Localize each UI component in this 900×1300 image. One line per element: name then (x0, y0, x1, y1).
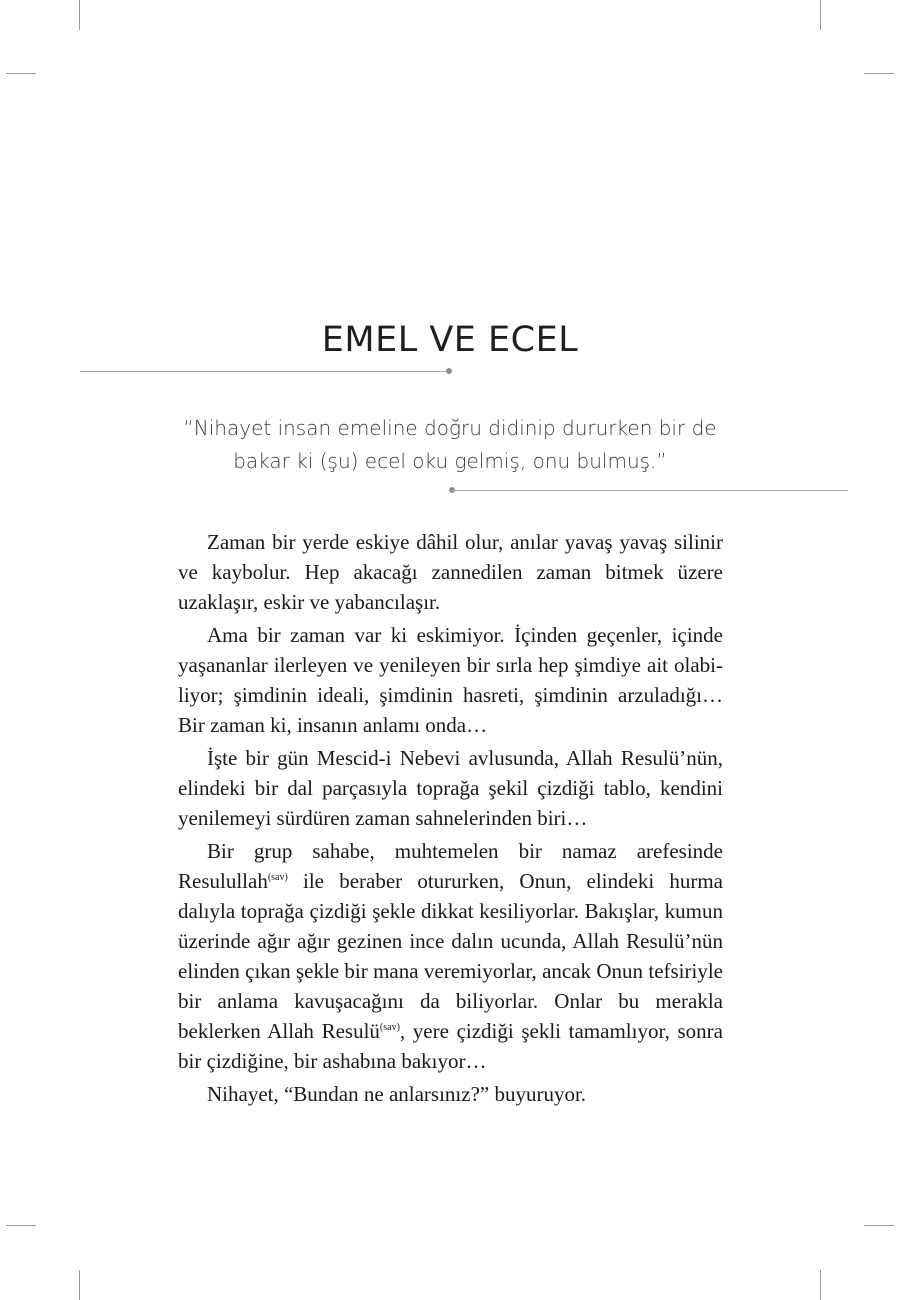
title-divider-line (80, 371, 448, 372)
paragraph-text: ile beraber otururken, Onun, elindeki hurma dalıyla toprağa çizdiği şekle dikkat kesiliyorlar. Bakışlar, kumun üzerinde ağır ağır gezinen ince dalın ucunda, Allah Resulü’nün elinden çıkan şekle bir mana veremiyorlar, ancak Onun tefsiriyle bir anlama kavuşacağını da biliyorlar. Onlar bu merakla beklerken Allah Resulü (178, 869, 723, 1043)
chapter-title: EMEL VE ECEL (321, 320, 579, 360)
paragraph: İşte bir gün Mescid-i Nebevi avlusunda, Allah Resulü’nün, elindeki bir dal parçasıyla toprağa şekil çizdiği tablo, kendini yenilemeyi sürdüren zaman sahnelerinden biri… (178, 746, 723, 830)
title-divider-dot (446, 368, 452, 374)
honorific-superscript: (sav) (267, 872, 288, 883)
crop-mark-right-upper (864, 73, 894, 74)
crop-mark-top-right (820, 0, 821, 30)
crop-mark-bottom-right (820, 1270, 821, 1300)
paragraph: Zaman bir yerde eskiye dâhil olur, anılar yavaş yavaş silinir ve kaybolur. Hep akacağı zannedilen zaman bitmek üzere uzaklaşır, eskir ve yabancılaşır. (178, 530, 723, 614)
epigraph-quote (150, 412, 750, 478)
epigraph-divider-line (452, 490, 848, 491)
paragraph-text: Bir grup sahabe, muhtemelen bir namaz arefesinde Resulullah (178, 839, 723, 893)
paragraph-text: , yere çizdiği şekli tamamlıyor, sonra bir çizdiğine, bir ashabına bakıyor… (178, 1019, 723, 1073)
chapter-body (178, 527, 723, 1112)
crop-mark-bottom-left (79, 1270, 80, 1300)
honorific-superscript: (sav) (379, 1022, 400, 1033)
crop-mark-left-lower (6, 1225, 36, 1226)
paragraph (178, 836, 723, 1076)
crop-mark-left-upper (6, 73, 36, 74)
paragraph: Ama bir zaman var ki eskimiyor. İçinden geçenler, içinde yaşananlar ilerleyen ve yenileyen bir sırla hep şimdiye ait olabiliyor; şimdinin ideali, şimdinin hasreti, şimdinin arzuladığı… Bir zaman ki, insanın anlamı onda… (178, 623, 723, 737)
epigraph-line-2: bakar ki (şu) ecel oku gelmiş, onu bulmuş.” (233, 449, 667, 473)
crop-mark-right-lower (864, 1225, 894, 1226)
crop-mark-top-left (79, 0, 80, 30)
epigraph-line-1: “Nihayet insan emeline doğru didinip dururken bir de (183, 416, 717, 440)
paragraph: Nihayet, “Bundan ne anlarsınız?” buyuruyor. (207, 1082, 587, 1106)
